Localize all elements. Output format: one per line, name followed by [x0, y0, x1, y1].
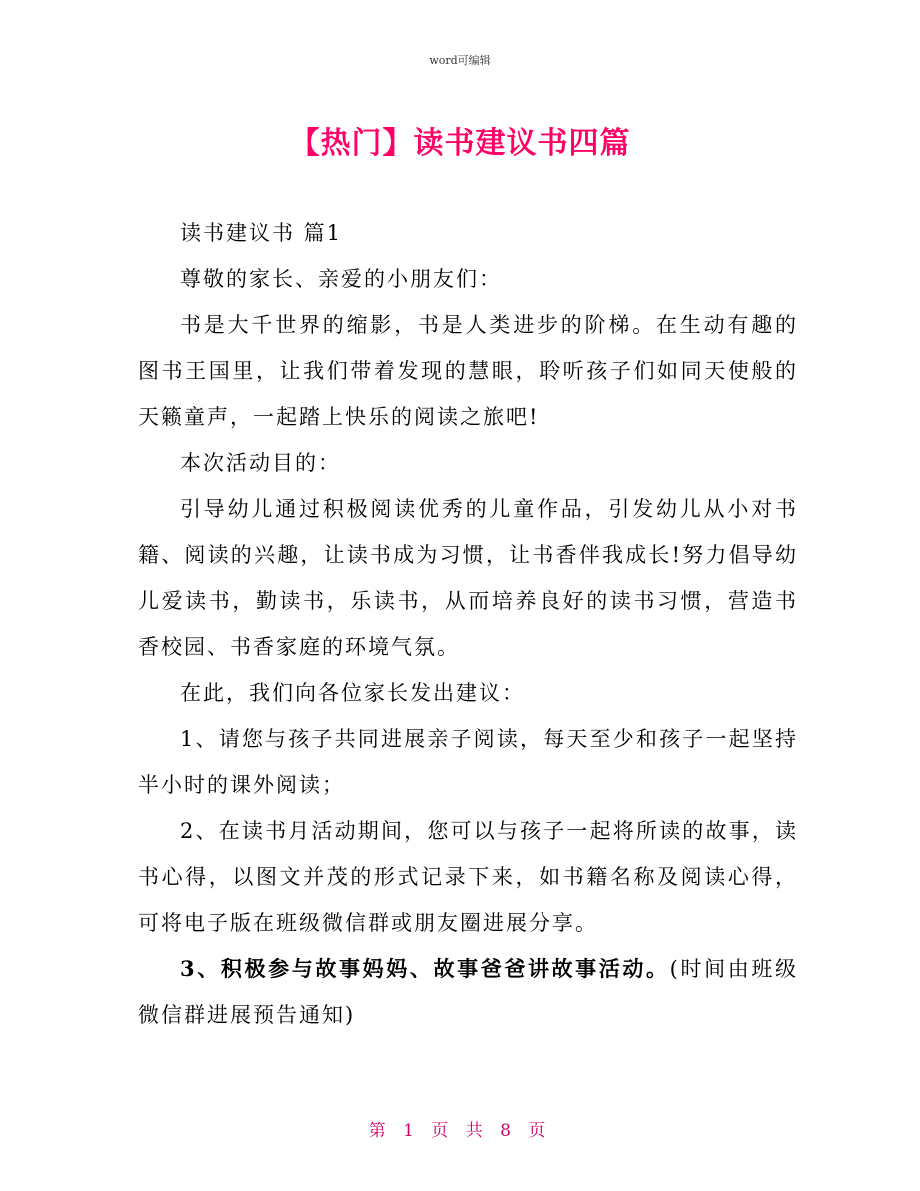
suggestion-item-2: 2、在读书月活动期间，您可以与孩子一起将所读的故事，读书心得，以图文并茂的形式记录下来，如书籍名称及阅读心得，可将电子版在班级微信群或朋友圈进展分享。: [138, 819, 798, 935]
document-title: 【热门】读书建议书四篇: [289, 126, 631, 161]
paragraph-suggestion-intro: 在此，我们向各位家长发出建议：: [180, 681, 525, 705]
document-body: [138, 210, 798, 1038]
suggestion-item-3-bold: 3、积极参与故事妈妈、故事爸爸讲故事活动。: [180, 956, 670, 981]
section-heading: 读书建议书 篇1: [180, 221, 343, 245]
paragraph-purpose: 引导幼儿通过积极阅读优秀的儿童作品，引发幼儿从小对书籍、阅读的兴趣，让读书成为习惯，让书香伴我成长!努力倡导幼儿爱读书，勤读书，乐读书，从而培养良好的读书习惯，营造书香校园、书香家庭的环境气氛。: [138, 497, 798, 659]
page-footer: 第 1 页 共 8 页: [368, 1121, 552, 1141]
salutation: 尊敬的家长、亲爱的小朋友们：: [180, 267, 502, 291]
paragraph-intro: 书是大千世界的缩影，书是人类进步的阶梯。在生动有趣的图书王国里，让我们带着发现的慧眼，聆听孩子们如同天使般的天籁童声，一起踏上快乐的阅读之旅吧!: [138, 313, 798, 429]
suggestion-item-3-note: (时间由班级微信群进展预告通知): [138, 957, 798, 1027]
suggestion-item-3: [138, 946, 798, 1038]
page-header: word可编辑: [429, 54, 491, 67]
paragraph-purpose-heading: 本次活动目的：: [180, 451, 341, 475]
suggestion-item-1: 1、请您与孩子共同进展亲子阅读，每天至少和孩子一起坚持半小时的课外阅读；: [138, 727, 798, 797]
